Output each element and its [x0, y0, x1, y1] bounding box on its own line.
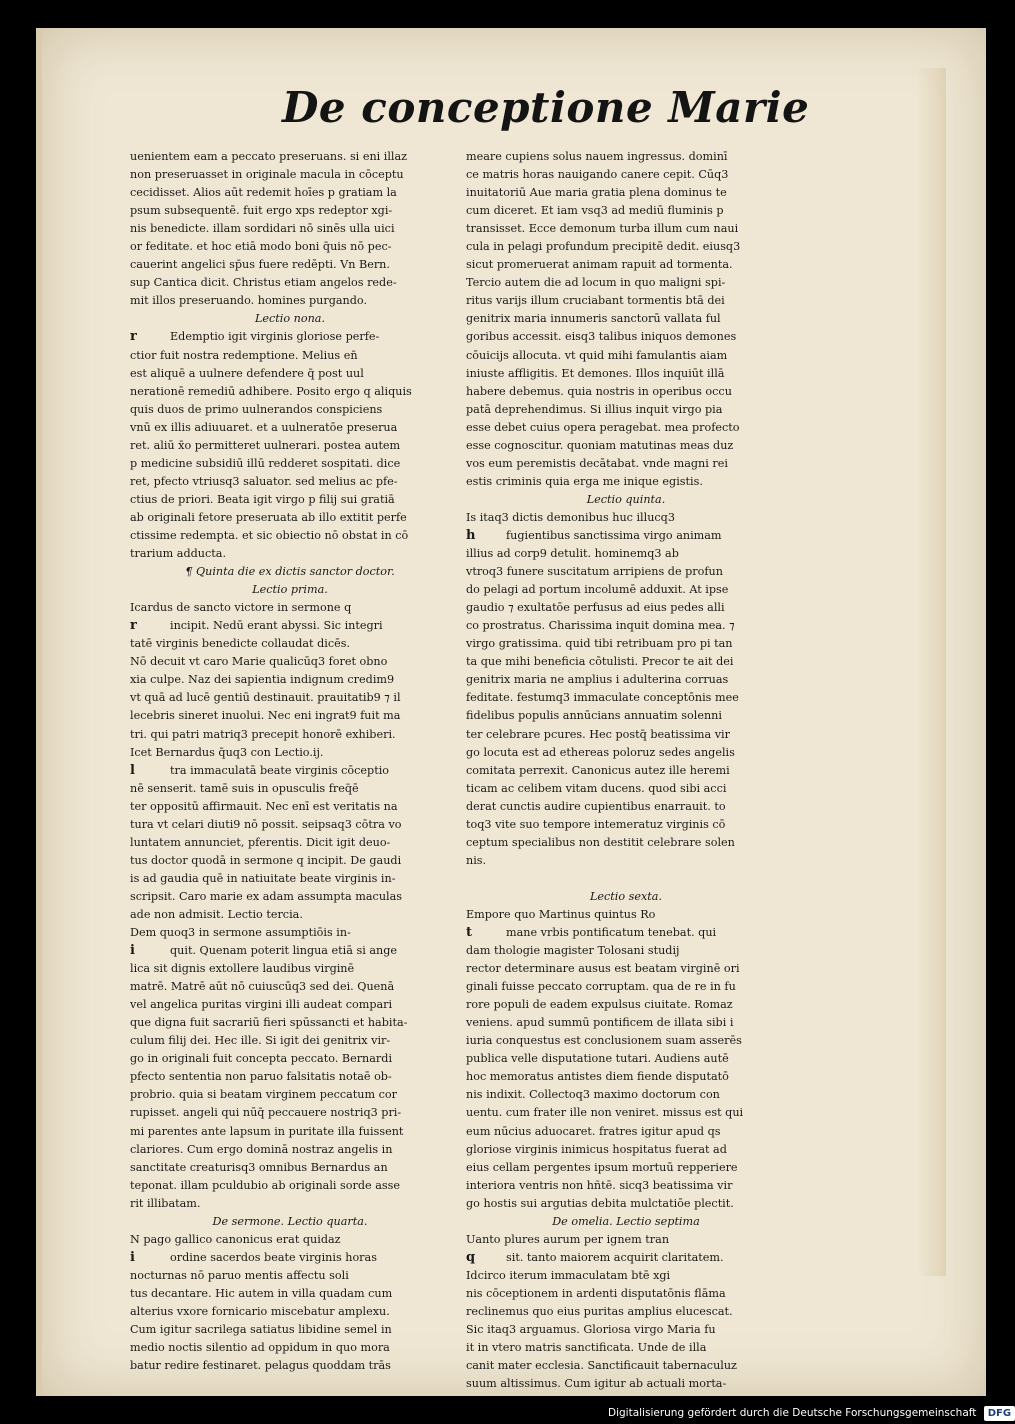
initial-guide-letter: h [466, 527, 476, 543]
text-line: sicut promeruerat animam rapuit ad tormenta. [466, 258, 733, 272]
text-line: meare cupiens solus nauem ingressus. dominī [466, 150, 728, 163]
text-line: ctior fuit nostra redemptione. Melius en̄ [130, 348, 358, 362]
text-line: estis criminis quia erga me inique egistis. [466, 474, 703, 488]
text-line: reclinemus quo eius puritas amplius elucescat. [466, 1305, 733, 1318]
initial-guide-letter: i [130, 1249, 135, 1265]
text-line: tus decantare. Hic autem in villa quadam cum [130, 1286, 393, 1300]
text-line: lecebris sineret inuolui. Nec eni ingrat9 fuit ma [130, 709, 401, 723]
text-line: eum nūcius aduocaret. fratres igitur apud qs [466, 1124, 721, 1138]
text-line: trarium adducta. [130, 547, 226, 561]
text-line: feditate. festumq3 immaculate conceptōnis mee [466, 691, 739, 705]
text-line: go locuta est ad ethereas poloruz sedes angelis [466, 745, 735, 759]
text-line: virgo gratissima. quid tibi retribuam pro pi tan [466, 637, 733, 651]
text-line: scripsit. Caro marie ex adam assumpta maculas [130, 889, 403, 903]
line-text: Edemptio igit virginis gloriose perfe- [170, 330, 380, 344]
text-line: illius ad corp9 detulit. hominemq3 ab [466, 547, 679, 561]
text-line: cauerint angelici sp̄us fuere redēpti. Vn Bern. [130, 258, 390, 272]
text-line: is ad gaudia quē in natiuitate beate virginis in- [130, 871, 396, 885]
text-line: nocturnas nō paruo mentis affectu soli [130, 1268, 349, 1282]
text-line: Lectio prima. [252, 583, 328, 597]
text-line: nis. [466, 853, 487, 867]
text-line: Icardus de sancto victore in sermone q [130, 601, 352, 615]
text-line: iuria conquestus est conclusionem suam asserēs [466, 1034, 742, 1048]
text-line: ter oppositū affirmauit. Nec enī est veritatis na [130, 799, 398, 813]
text-line: cōuicijs allocuta. vt quid mihi famulantis aiam [466, 348, 728, 362]
dfg-logo: DFG [984, 1406, 1015, 1421]
initial-guide-letter: r [130, 329, 137, 345]
line-text: incipit. Nedū erant abyssi. Sic integri [170, 619, 383, 633]
text-line: ta que mihi beneficia cōtulisti. Precor te ait dei [466, 655, 734, 669]
text-line: publica velle disputatione tutari. Audiens autē [466, 1052, 729, 1066]
text-line: nis indixit. Collectoq3 maximo doctorum con [466, 1088, 720, 1102]
text-line: goribus accessit. eisq3 talibus iniquos demones [466, 330, 737, 344]
text-line: rector determinare ausus est beatam virginē ori [466, 962, 740, 976]
text-line: gaudio ⁊ exultatōe perfusus ad eius pedes alli [466, 601, 725, 615]
text-line: rore populi de eadem expulsus ciuitate. Romaz [466, 998, 733, 1012]
line-text: fugientibus sanctissima virgo animam [506, 528, 722, 542]
text-line: interiora ventris non hñtē. sicq3 beatissima vir [466, 1178, 733, 1192]
text-line: comitata perrexit. Canonicus autez ille heremi [466, 763, 730, 777]
text-line: Lectio sexta. [589, 889, 663, 903]
text-line: uentu. cum frater ille non veniret. missus est qui [466, 1106, 744, 1120]
text-line: inuitatoriū Aue maria gratia plena dominus te [466, 186, 727, 200]
text-line: Uanto plures aurum per ignem tran [466, 1232, 670, 1246]
text-line [130, 328, 450, 346]
text-line: transisset. Ecce demonum turba illum cum naui [466, 222, 739, 236]
text-line: cum diceret. Et iam vsq3 ad mediū fluminis p [466, 204, 724, 218]
text-line: luntatem annunciet, pferentis. Dicit igit deuo- [130, 835, 391, 849]
initial-guide-letter: l [130, 762, 135, 778]
line-text: tra immaculatā beate virginis cōceptio [170, 763, 390, 777]
text-line: ret, pfecto vtriusq3 saluator. sed melius ac pfe- [130, 474, 398, 488]
text-line: ceptum specialibus non destitit celebrare solen [466, 835, 735, 849]
text-line: ade non admisit. Lectio tercia. [130, 907, 303, 921]
text-line [130, 1249, 450, 1267]
text-line: alterius vxore fornicario miscebatur amplexu. [130, 1305, 390, 1318]
left-column [130, 148, 450, 1375]
text-line: vtroq3 funere suscitatum arripiens de profun [466, 565, 723, 579]
initial-guide-letter: i [130, 943, 135, 959]
text-line: co prostratus. Charissima inquit domina mea. ⁊ [466, 619, 735, 633]
text-line: lica sit dignis extollere laudibus virginē [130, 962, 355, 976]
text-line: go hostis sui argutias debita mulctatiōe plectit. [466, 1196, 734, 1210]
text-line: gloriose virginis inimicus hospitatus fuerat ad [466, 1142, 727, 1156]
text-line: mit illos preseruando. homines purgando. [130, 294, 367, 308]
text-line: do pelagi ad portum incolumē adduxit. At ipse [466, 583, 729, 597]
text-line: vel angelica puritas virgini illi audeat compari [130, 998, 393, 1012]
page-heading: De conceptione Marie [282, 83, 810, 132]
text-line: xia culpe. Naz dei sapientia indignum credim9 [130, 673, 395, 687]
text-line [466, 924, 786, 942]
text-line: toq3 vite suo tempore intemeratuz virginis cō [466, 817, 726, 831]
text-line: est aliquē a uulnere defendere q̄ post uul [130, 366, 364, 380]
text-line: or feditate. et hoc etiā modo boni q̄uis nō pec- [130, 240, 392, 254]
text-line [130, 617, 450, 635]
text-line: Lectio nona. [254, 312, 326, 326]
text-line: pfecto sententia non paruo falsitatis notaē ob- [130, 1070, 392, 1084]
text-line: vnū ex illis adiuuaret. et a uulneratōe preserua [130, 420, 398, 434]
text-line: tus doctor quodā in sermone q incipit. De gaudi [130, 853, 402, 867]
text-line: sanctitate creaturisq3 omnibus Bernardus an [130, 1160, 388, 1174]
text-line: p medicine subsidiū illū redderet sospitati. dice [130, 456, 401, 470]
initial-guide-letter: q [466, 1249, 476, 1265]
text-line: hoc memoratus antistes diem fiende disputatō [466, 1070, 729, 1084]
text-line: tura vt celari diuti9 nō possit. seipsaq3 cōtra vo [130, 817, 402, 831]
text-line: probrio. quia si beatam virginem peccatum cor [130, 1088, 397, 1102]
text-line: Idcirco iterum immaculatam btē xgi [466, 1268, 671, 1282]
initial-guide-letter: t [466, 925, 473, 941]
text-line: ¶ Quinta die ex dictis sanctor doctor. [185, 565, 395, 579]
text-line: nerationē remediū adhibere. Posito ergo q aliquis [130, 384, 412, 398]
text-line: psum subsequentē. fuit ergo xps redeptor xgi- [130, 204, 393, 218]
text-line: fidelibus populis annūcians annuatim solenni [466, 709, 722, 723]
text-line: Is itaq3 dictis demonibus huc illucq3 [466, 510, 675, 524]
text-line: matrē. Matrē aūt nō cuiuscūq3 sed dei. Quenā [130, 980, 395, 994]
text-line: rit illibatam. [130, 1196, 201, 1210]
digitization-credit [608, 1403, 1012, 1424]
text-line: ctius de priori. Beata igit virgo p filij sui gratiā [130, 492, 395, 506]
text-line: Sic itaq3 arguamus. Gloriosa virgo Maria fu [466, 1323, 716, 1337]
text-line: genitrix maria ne amplius i adulterina corruas [466, 673, 729, 687]
text-line: dam thologie magister Tolosani studij [466, 944, 680, 958]
text-line: De sermone. Lectio quarta. [212, 1214, 368, 1228]
text-line: canit mater ecclesia. Sanctificauit tabernaculuz [466, 1359, 737, 1373]
text-line [466, 1249, 786, 1267]
text-line: suum altissimus. Cum igitur ab actuali morta- [466, 1377, 727, 1391]
text-line: non preseruasset in originale macula in cōceptu [130, 168, 404, 182]
text-line: Tercio autem die ad locum in quo maligni spi- [466, 276, 726, 290]
text-line: uenientem eam a peccato preseruans. si eni illaz [130, 150, 408, 163]
text-line: iniuste affligitis. Et demones. Illos inquiūt illā [466, 366, 725, 380]
line-text: quit. Quenam poterit lingua etiā si ange [170, 944, 397, 958]
text-line: cecidisset. Alios aūt redemit hoīes p gratiam la [130, 186, 397, 200]
text-line: ret. aliū x̄o permitteret uulnerari. postea autem [130, 438, 401, 452]
text-line: quis duos de primo uulnerandos conspiciens [130, 402, 383, 416]
text-line [466, 527, 786, 545]
text-line: ticam ac celibem vitam ducens. quod sibi acci [466, 781, 727, 795]
text-line: ter celebrare pcures. Hec postq̄ beatissima vir [466, 727, 730, 741]
initial-guide-letter: r [130, 618, 137, 634]
text-line: tri. qui patri matriq3 precepit honorē exhiberi. [130, 727, 396, 741]
line-text: ordine sacerdos beate virginis horas [170, 1250, 377, 1264]
right-column [466, 148, 786, 1393]
text-line: nis cōceptionem in ardenti disputatōnis flāma [466, 1286, 726, 1300]
text-line: eius cellam pergentes ipsum mortuū repperiere [466, 1160, 738, 1174]
text-line: rupisset. angeli qui nūq̄ peccauere nostriq3 pri- [130, 1106, 402, 1120]
text-line: ritus varijs illum cruciabant tormentis btā dei [466, 294, 725, 308]
text-line: ginali fuisse peccato corruptam. qua de re in fu [466, 980, 736, 994]
text-line: tatē virginis benedicte collaudat dicēs. [130, 637, 351, 651]
text-line: mi parentes ante lapsum in puritate illa fuissent [130, 1124, 404, 1138]
text-line: nis benedicte. illam sordidari nō sinēs ulla uici [130, 222, 395, 236]
text-line: De omelia. Lectio septima [552, 1214, 700, 1228]
text-line: batur redire festinaret. pelagus quoddam trās [130, 1359, 391, 1373]
text-line: medio noctis silentio ad oppidum in quo mora [130, 1341, 390, 1355]
text-line: vos eum peremistis decātabat. vnde magni rei [466, 456, 728, 470]
text-line: Cum igitur sacrilega satiatus libidine semel in [130, 1323, 392, 1337]
text-line: sup Cantica dicit. Christus etiam angelos rede- [130, 276, 397, 290]
text-line: ab originali fetore preseruata ab illo extitit perfe [130, 510, 407, 524]
text-line: Dem quoq3 in sermone assumptiōis in- [130, 926, 351, 940]
text-line: nē senserit. tamē suis in opusculis freq̄ē [130, 781, 359, 795]
text-line: Nō decuit vt caro Marie qualicūq3 foret obno [130, 655, 388, 669]
text-line: cula in pelagi profundum precipitē dedit. eiusq3 [466, 240, 741, 254]
text-line: veniens. apud summū pontificem de illata sibi i [466, 1016, 734, 1030]
text-line: clariores. Cum ergo dominā nostraz angelis in [130, 1142, 393, 1156]
text-line: teponat. illam pculdubio ab originali sorde asse [130, 1178, 400, 1192]
text-line: Empore quo Martinus quintus Ro [466, 907, 656, 921]
text-line: habere debemus. quia nostris in operibus occu [466, 384, 732, 398]
text-line [466, 870, 786, 888]
text-line: Icet Bernardus q̄uq3 con Lectio.ij. [130, 745, 324, 759]
text-line: que digna fuit sacrariū fieri spūssancti et habita- [130, 1016, 408, 1030]
text-line: ce matris horas nauigando canere cepit. Cūq3 [466, 168, 729, 182]
text-line: vt quā ad lucē gentiū destinauit. prauitatib9 ⁊ il [130, 691, 401, 705]
text-line: derat cunctis audire cupientibus enarrauit. to [466, 799, 726, 813]
text-line: ctissime redempta. et sic obiectio nō obstat in cō [130, 528, 409, 542]
text-line: esse debet cuius opera peragebat. mea profecto [466, 420, 740, 434]
text-line: N pago gallico canonicus erat quidaz [130, 1232, 341, 1246]
text-line: culum filij dei. Hec ille. Si igit dei genitrix vir- [130, 1034, 391, 1048]
text-line: esse cognoscitur. quoniam matutinas meas duz [466, 438, 734, 452]
text-line: patā deprehendimus. Si illius inquit virgo pia [466, 402, 723, 416]
line-text: sit. tanto maiorem acquirit claritatem. [506, 1250, 724, 1264]
credit-text: Digitalisierung gefördert durch die Deutsche Forschungsgemeinschaft [608, 1407, 977, 1419]
text-line: go in originali fuit concepta peccato. Bernardi [130, 1052, 393, 1066]
line-text: mane vrbis pontificatum tenebat. qui [506, 926, 717, 940]
text-line [130, 762, 450, 780]
text-line: genitrix maria innumeris sanctorū vallata ful [466, 312, 721, 326]
text-line [130, 942, 450, 960]
text-line: it in vtero matris sanctificata. Unde de illa [466, 1341, 707, 1355]
book-page [36, 28, 986, 1396]
text-line: Lectio quinta. [586, 492, 666, 506]
